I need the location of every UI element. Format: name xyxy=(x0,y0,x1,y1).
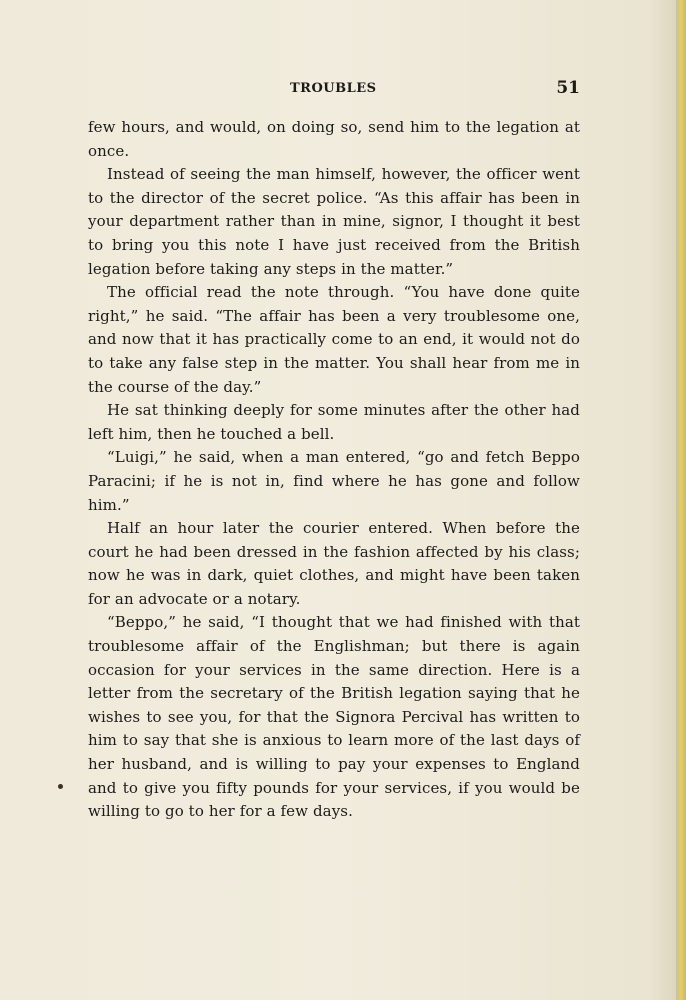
paragraph: Half an hour later the courier entered. When before the court he had been dressed in the fashion affected by his class; now he was in dark, quiet clothes, and might have been taken for an advocate or a notary. xyxy=(88,519,580,608)
paragraph: “Beppo,” he said, “I thought that we had finished with that troublesome affair of the Englishman; but there is again occasion for your services in the same direction. Here is a letter from the secretary of the British legation saying that he wishes to see you, for that the Signora Percival has written to him to say that she is anxious to learn more of the last days of her husband, and is willing to pay your expenses to England and to give you fifty pounds for your services, if you would be willing to go to her for a few days. xyxy=(88,613,580,821)
running-head: TROUBLES xyxy=(290,81,377,96)
paragraph: He sat thinking deeply for some minutes after the other had left him, then he touched a bell. xyxy=(88,401,580,443)
ink-speck xyxy=(58,784,63,789)
body-text xyxy=(88,116,580,824)
paragraph-continued: few hours, and would, on doing so, send him to the legation at once. xyxy=(88,118,580,160)
paragraph: Instead of seeing the man himself, however, the officer went to the director of the secret police. “As this affair has been in your department rather than in mine, signor, I thought it best to bring you this note I have just received from the British legation before taking any steps in the matter.” xyxy=(88,165,580,278)
page-edge xyxy=(676,0,686,1000)
page-number: 51 xyxy=(556,78,580,98)
paragraph: The official read the note through. “You have done quite right,” he said. “The affair has been a very troublesome one, and now that it has practically come to an end, it would not do to take any false step in the matter. You shall hear from me in the course of the day.” xyxy=(88,283,580,396)
page-header xyxy=(88,78,580,100)
paragraph: “Luigi,” he said, when a man entered, “go and fetch Beppo Paracini; if he is not in, find where he has gone and follow him.” xyxy=(88,448,580,514)
